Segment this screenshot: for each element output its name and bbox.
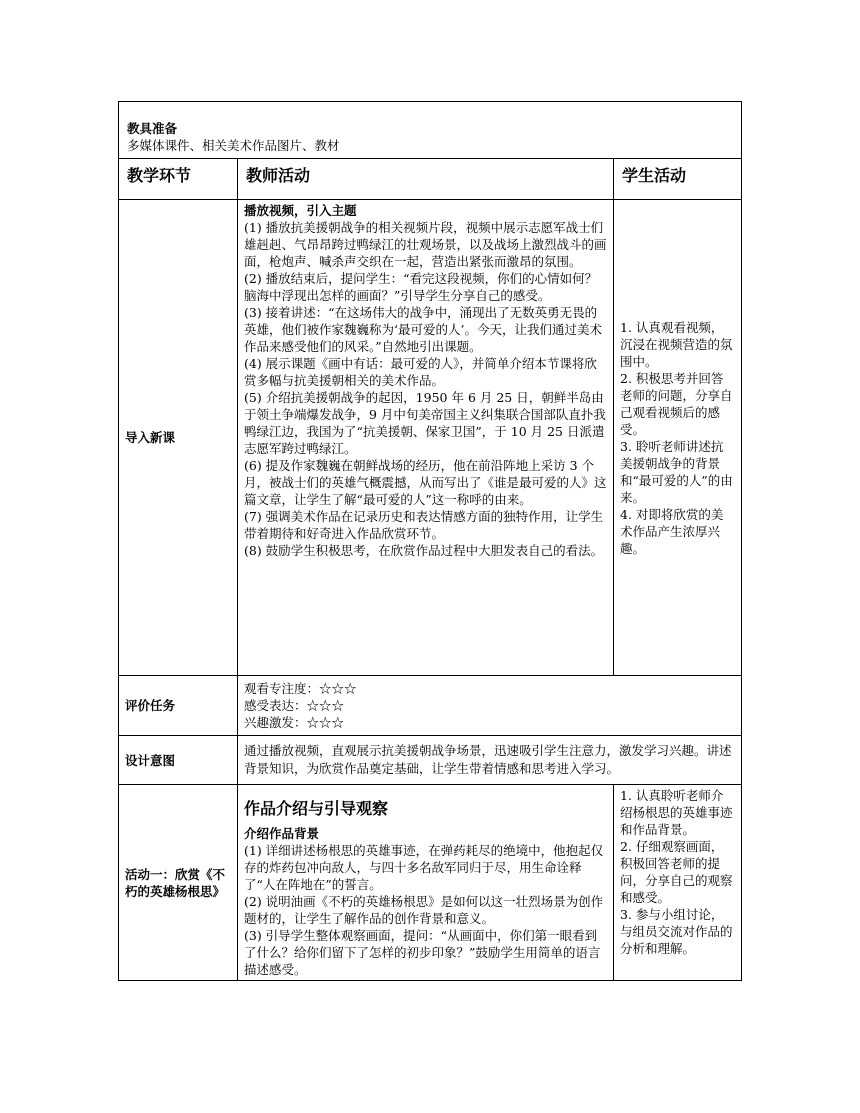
prep-title: 教具准备 — [127, 121, 178, 136]
intro-heading: 播放视频，引入主题 — [244, 203, 357, 218]
activity1-subheading: 介绍作品背景 — [244, 826, 320, 841]
intro-teacher-item: (2) 播放结束后，提问学生：“看完这段视频，你们的心情如何？脑海中浮现出怎样的画面？”引导学生分享自己的感受。 — [244, 271, 598, 303]
intro-teacher-item: (1) 播放抗美援朝战争的相关视频片段，视频中展示志愿军战士们雄赳赳、气昂昂跨过鸭绿江的壮观场景，以及战场上激烈战斗的画面，枪炮声、喊杀声交织在一起，营造出紧张而激昂的氛围。 — [244, 220, 607, 269]
eval-line: 兴趣激发：☆☆☆ — [244, 715, 345, 730]
intro-teacher-item: (5) 介绍抗美援朝战争的起因，1950 年 6 月 25 日，朝鲜半岛由于领土争端爆发战争，9 月中旬美帝国主义纠集联合国部队直扑我鸭绿江边，我国为了“抗美援朝、保家卫国”，于 10 月 25 日派遣志愿军跨过鸭绿江。 — [244, 390, 606, 456]
activity1-label: 活动一：欣赏《不朽的英雄杨根思》 — [119, 785, 238, 981]
intro-teacher-cell — [238, 200, 614, 676]
prep-row — [119, 102, 742, 159]
header-stage: 教学环节 — [119, 159, 238, 200]
intro-row — [119, 200, 742, 676]
activity1-teacher-item: (1) 详细讲述杨根思的英雄事迹，在弹药耗尽的绝境中，他抱起仅存的炸药包冲向敌人，与四十多名敌军同归于尽，用生命诠释了“人在阵地在”的誓言。 — [244, 843, 604, 892]
intro-teacher-item: (4) 展示课题《画中有话：最可爱的人》，并简单介绍本节课将欣赏多幅与抗美援朝相关的美术作品。 — [244, 356, 597, 388]
design-row — [119, 736, 742, 785]
eval-line: 感受表达：☆☆☆ — [244, 698, 345, 713]
activity1-student-item: 1. 认真聆听老师介绍杨根思的英雄事迹和作品背景。 — [620, 788, 733, 837]
intro-student-item: 4. 对即将欣赏的美术作品产生浓厚兴趣。 — [620, 506, 724, 556]
activity1-teacher-cell — [238, 785, 614, 981]
intro-teacher-item: (3) 接着讲述：“在这场伟大的战争中，涌现出了无数英勇无畏的英雄，他们被作家魏巍称为‘最可爱的人’。今天，让我们通过美术作品来感受他们的风采。”自然地引出课题。 — [244, 305, 602, 354]
prep-cell — [119, 102, 742, 159]
intro-teacher-item: (6) 提及作家魏巍在朝鲜战场的经历，他在前沿阵地上采访 3 个月，被战士们的英雄气概震撼，从而写出了《谁是最可爱的人》这篇文章，让学生了解“最可爱的人”这一称呼的由来。 — [244, 458, 607, 507]
lesson-plan-document — [118, 101, 741, 981]
intro-student-item: 2. 积极思考并回答老师的问题，分享自己观看视频后的感受。 — [620, 370, 733, 437]
header-teacher: 教师活动 — [238, 159, 614, 200]
header-row — [119, 159, 742, 200]
intro-student-cell — [614, 200, 742, 676]
intro-teacher-item: (7) 强调美术作品在记录历史和表达情感方面的独特作用，让学生带着期待和好奇进入作品欣赏环节。 — [244, 509, 604, 541]
eval-label: 评价任务 — [119, 676, 238, 736]
lesson-plan-table — [118, 101, 742, 981]
eval-line: 观看专注度：☆☆☆ — [244, 681, 357, 696]
design-label: 设计意图 — [119, 736, 238, 785]
activity1-student-item: 3. 参与小组讨论，与组员交流对作品的分析和理解。 — [620, 907, 733, 956]
header-student: 学生活动 — [614, 159, 742, 200]
design-cell: 通过播放视频，直观展示抗美援朝战争场景，迅速吸引学生注意力，激发学习兴趣。讲述背景知识，为欣赏作品奠定基础，让学生带着情感和思考进入学习。 — [238, 736, 742, 785]
activity1-student-item: 2. 仔细观察画面，积极回答老师的提问，分享自己的观察和感受。 — [620, 839, 733, 905]
eval-cell — [238, 676, 742, 736]
intro-student-item: 1. 认真观看视频，沉浸在视频营造的氛围中。 — [620, 319, 733, 369]
activity1-teacher-item: (3) 引导学生整体观察画面，提问：“从画面中，你们第一眼看到了什么？给你们留下了怎样的初步印象？”鼓励学生用简单的语言描述感受。 — [244, 928, 601, 977]
activity1-student-cell — [614, 785, 742, 981]
intro-student-item: 3. 聆听老师讲述抗美援朝战争的背景和“最可爱的人”的由来。 — [620, 438, 733, 505]
activity1-row — [119, 785, 742, 981]
eval-row — [119, 676, 742, 736]
activity1-title: 作品介绍与引导观察 — [244, 799, 389, 818]
intro-teacher-item: (8) 鼓励学生积极思考，在欣赏作品过程中大胆发表自己的看法。 — [244, 543, 604, 558]
activity1-teacher-item: (2) 说明油画《不朽的英雄杨根思》是如何以这一壮烈场景为创作题材的，让学生了解作品的创作背景和意义。 — [244, 894, 604, 926]
prep-content: 多媒体课件、相关美术作品图片、教材 — [127, 138, 340, 153]
intro-label: 导入新课 — [119, 200, 238, 676]
